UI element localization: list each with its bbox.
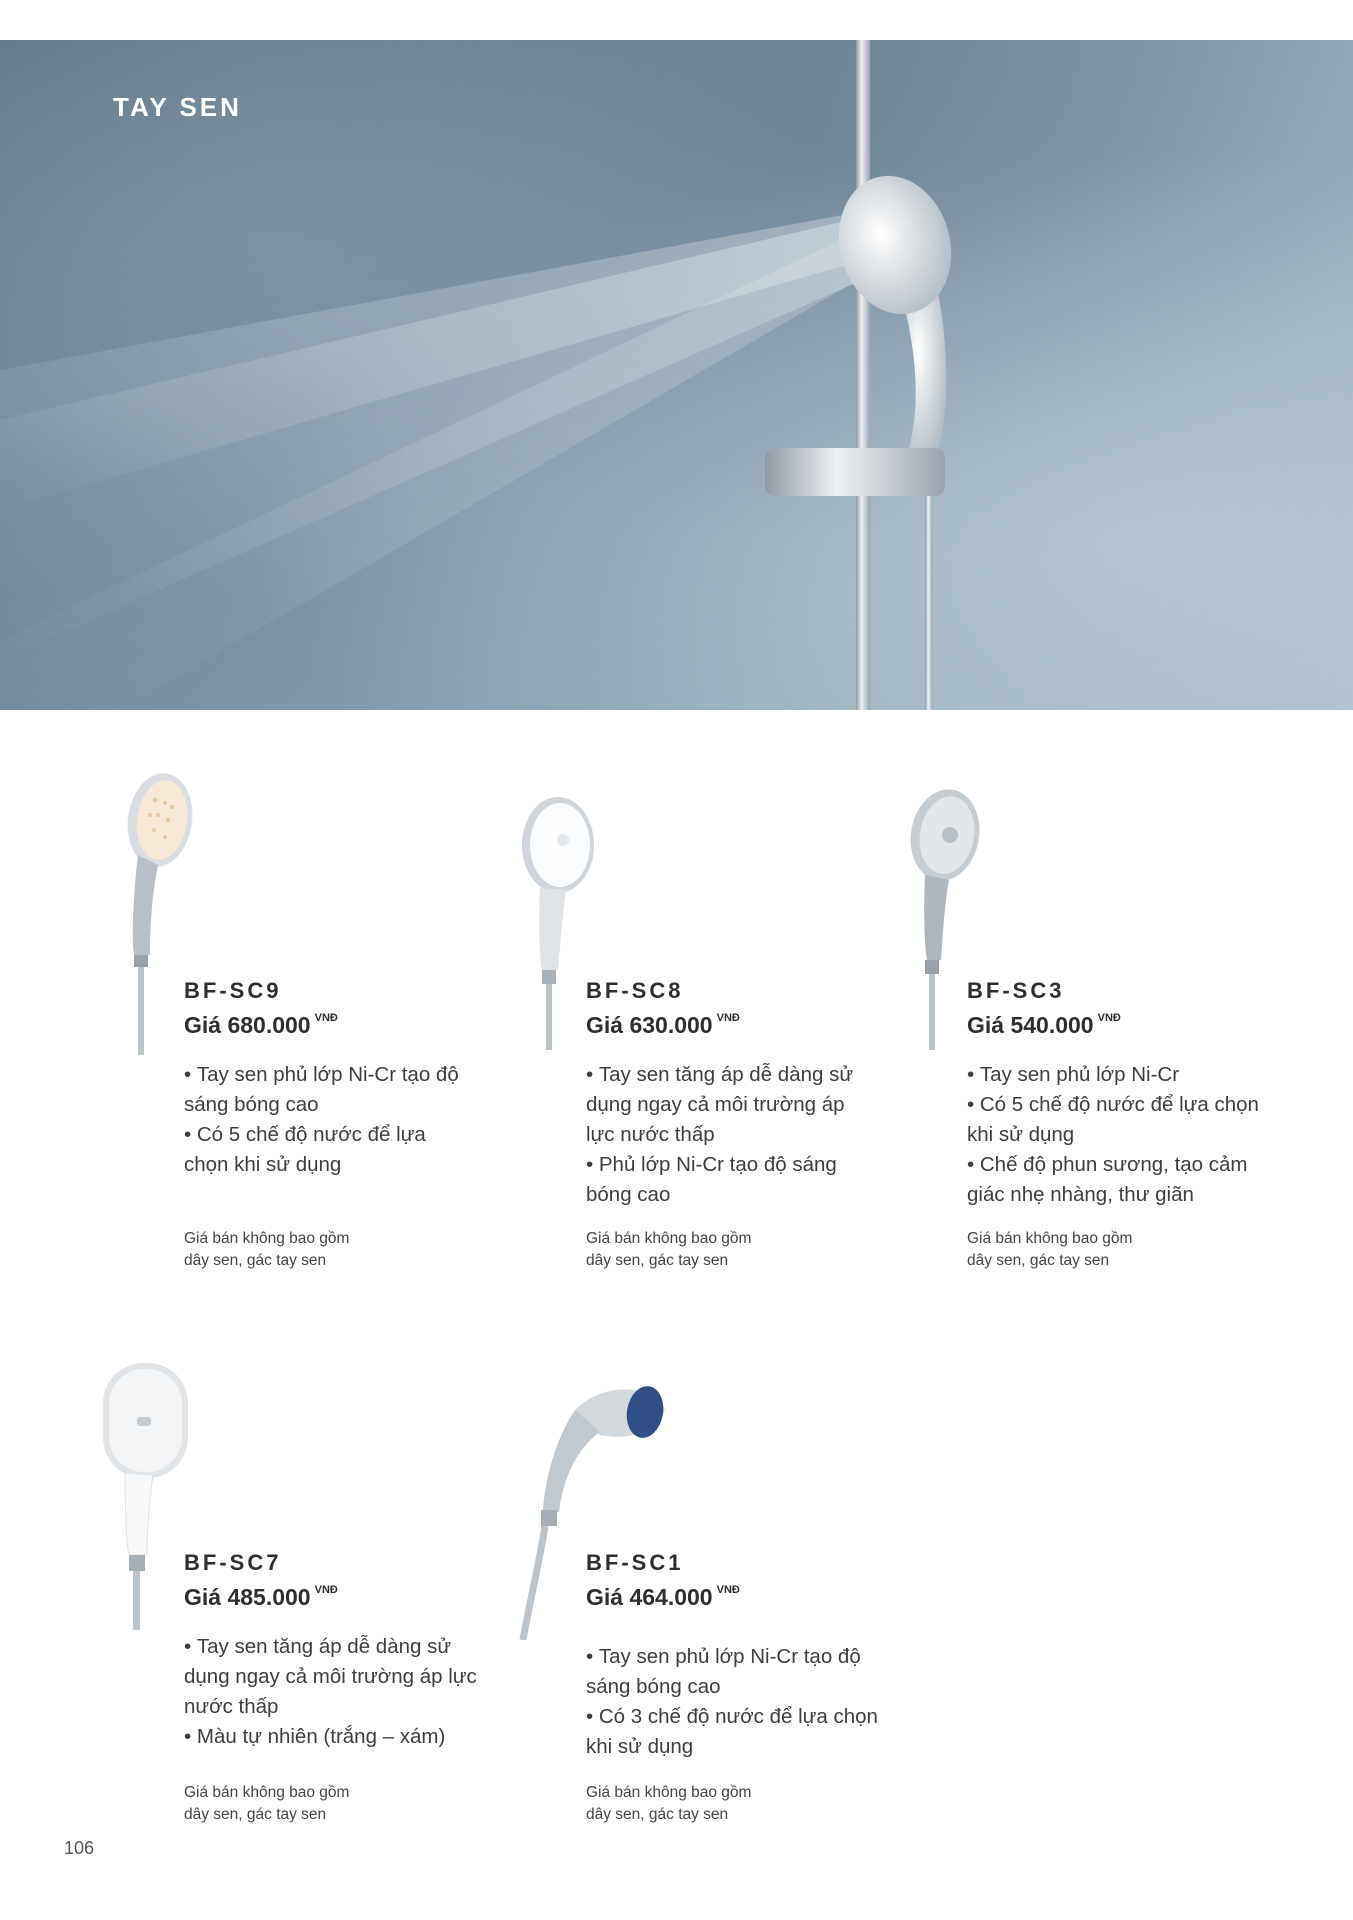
feature-item: • Phủ lớp Ni-Cr tạo độ sáng bóng cao	[586, 1150, 866, 1210]
feature-item: • Có 5 chế độ nước để lựa chọn khi sử dụng	[184, 1120, 474, 1180]
shower-head	[824, 163, 966, 327]
price-note-line: Giá bán không bao gồm	[586, 1230, 752, 1247]
price-note-line: Giá bán không bao gồm	[184, 1230, 350, 1247]
feature-item: • Có 3 chế độ nước để lựa chọn khi sử dụng	[586, 1702, 886, 1762]
price-value: Giá 540.000	[967, 1012, 1094, 1038]
price-note-line: dây sen, gác tay sen	[586, 1806, 729, 1823]
hero-shower-illustration	[0, 40, 1353, 710]
price-note-line: dây sen, gác tay sen	[967, 1252, 1110, 1269]
feature-item: • Tay sen phủ lớp Ni-Cr tạo độ sáng bóng cao	[184, 1060, 474, 1120]
price-value: Giá 464.000	[586, 1584, 713, 1610]
feature-item: • Có 5 chế độ nước để lựa chọn khi sử dụng	[967, 1090, 1287, 1150]
product-model: BF-SC3	[967, 978, 1065, 1003]
price-value: Giá 680.000	[184, 1012, 311, 1038]
product-model: BF-SC1	[586, 1550, 684, 1575]
product-price	[586, 1012, 740, 1039]
price-value: Giá 630.000	[586, 1012, 713, 1038]
price-note	[586, 1782, 751, 1826]
feature-item: • Tay sen tăng áp dễ dàng sử dụng ngay cả môi trường áp lực nước thấp	[586, 1060, 866, 1150]
shower-holder	[765, 448, 945, 496]
price-currency: VNĐ	[314, 1012, 338, 1025]
feature-list	[184, 1632, 494, 1752]
product-model: BF-SC7	[184, 1550, 282, 1575]
price-value: Giá 485.000	[184, 1584, 311, 1610]
feature-item: • Chế độ phun sương, tạo cảm giác nhẹ nhàng, thư giãn	[967, 1150, 1287, 1210]
feature-item: • Tay sen tăng áp dễ dàng sử dụng ngay cả môi trường áp lực nước thấp	[184, 1632, 494, 1722]
feature-list	[184, 1060, 474, 1180]
feature-item: • Tay sen phủ lớp Ni-Cr	[967, 1060, 1287, 1090]
price-note-line: dây sen, gác tay sen	[184, 1806, 327, 1823]
product-price	[184, 1012, 338, 1039]
hero-banner	[0, 40, 1353, 710]
product-price	[586, 1584, 740, 1611]
price-currency: VNĐ	[716, 1012, 740, 1025]
product-model: BF-SC8	[586, 978, 684, 1003]
price-note-line: Giá bán không bao gồm	[586, 1784, 752, 1801]
price-currency: VNĐ	[314, 1584, 338, 1597]
page-number: 106	[64, 1838, 95, 1858]
feature-list	[586, 1642, 886, 1762]
price-note-line: dây sen, gác tay sen	[586, 1252, 729, 1269]
price-note	[184, 1228, 349, 1272]
product-price	[967, 1012, 1121, 1039]
price-note-line: Giá bán không bao gồm	[184, 1784, 350, 1801]
price-note-line: Giá bán không bao gồm	[967, 1230, 1133, 1247]
feature-list	[967, 1060, 1287, 1210]
price-note	[967, 1228, 1132, 1272]
product-image-bf-sc8	[508, 790, 598, 1055]
price-note-line: dây sen, gác tay sen	[184, 1252, 327, 1269]
price-note	[184, 1782, 349, 1826]
feature-item: • Tay sen phủ lớp Ni-Cr tạo độ sáng bóng cao	[586, 1642, 886, 1702]
page-title: TAY SEN	[113, 92, 242, 122]
price-currency: VNĐ	[1097, 1012, 1121, 1025]
feature-list	[586, 1060, 866, 1210]
water-spray	[0, 210, 885, 710]
shower-rail	[856, 40, 870, 710]
product-model: BF-SC9	[184, 978, 282, 1003]
price-currency: VNĐ	[716, 1584, 740, 1597]
feature-item: • Màu tự nhiên (trắng – xám)	[184, 1722, 494, 1752]
price-note	[586, 1228, 751, 1272]
product-price	[184, 1584, 338, 1611]
